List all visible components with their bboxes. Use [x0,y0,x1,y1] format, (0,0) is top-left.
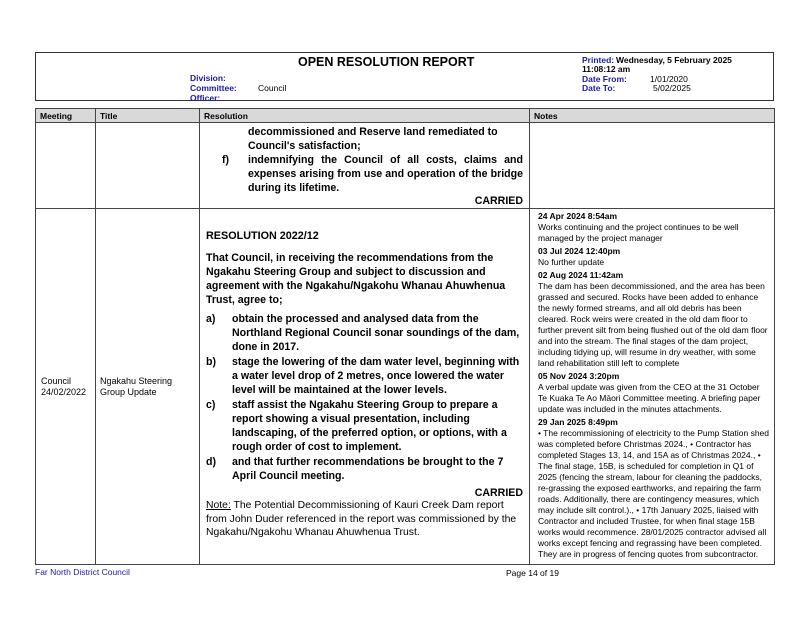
note-date: 02 Aug 2024 11:42am [538,270,624,280]
list-item [206,312,523,354]
table-row [36,209,775,565]
printed-time: 11:08:12 am [582,64,631,74]
notes-cell [530,209,775,565]
committee-value: Council [258,83,287,93]
note-date: 24 Apr 2024 8:54am [538,211,618,221]
item-key: f) [222,154,230,166]
item-key: b) [206,356,216,368]
meeting-cell [36,123,96,209]
note-date: 29 Jan 2025 8:49pm [538,417,618,427]
carried-label: CARRIED [474,487,523,499]
note-text: A verbal update was given from the CEO at the 31 October Te Kuaka Te Ao Māori Committee meeting. A briefing paper update was included in the minutes attachments. [538,382,761,414]
date-to-value: 5/02/2025 [653,83,691,93]
item-key: d) [206,456,216,468]
report-title: OPEN RESOLUTION REPORT [298,55,475,69]
resolution-table [35,108,775,565]
item-text: and that further recommendations be brought to the 7 April Council meeting. [232,456,504,482]
list-item [206,398,523,454]
table-header-row [36,109,775,123]
resolution-continued-line: decommissioned and Reserve land remediated to [248,126,498,138]
resolution-heading: RESOLUTION 2022/12 [206,230,319,242]
resolution-cell [200,209,530,565]
column-header-meeting: Meeting [36,109,96,123]
item-text: indemnifying the Council of all costs, claims and expenses arising from use and operation of the bridge during its lifetime. [248,154,523,194]
resolution-cell [200,123,530,209]
meeting-date: 24/02/2022 [41,386,87,397]
note-text: The dam has been decommissioned, and the area has been grassed and secured. Rocks have been added to enhance the newly formed streams, and all old debris has been cleared. Rock weirs were created in the old dam floor to further prevent silt from being flushed out of the old dam floor and into the stream. The final stages of the dam project, including tidying up, will resume in dry weather, with some land rehabilitation still left to complete [538,281,768,368]
meeting-cell [36,209,96,565]
date-from-value: 1/01/2020 [650,74,688,84]
note-text: Works continuing and the project continues to be well managed by the project manager [538,222,739,243]
note-text: No further update [538,257,605,267]
notes-list [538,211,770,560]
resolution-intro: That Council, in receiving the recommendations from the Ngakahu Steering Group and subject to discussion and agreement with the Ngakahu/Ngakohu Whanau Ahuwhenua Trust, agree to; [206,252,506,306]
notes-cell [530,123,775,209]
column-header-notes: Notes [530,109,775,123]
item-key: a) [206,313,216,325]
division-label: Division: [190,73,226,83]
note-date: 03 Jul 2024 12:40pm [538,246,621,256]
note-label: Note: [206,500,231,511]
printed-value: Wednesday, 5 February 2025 [616,55,732,65]
note-text: The Potential Decommissioning of Kauri Creek Dam report from John Duder referenced in the report was commissioned by the Ngakahu/Ngakohu Whanau Ahuwhenua Trust. [206,500,517,538]
column-header-title: Title [96,109,200,123]
resolution-continued-line: Council's satisfaction; [248,140,361,152]
title-cell [96,123,200,209]
carried-label: CARRIED [474,195,523,207]
note-date: 05 Nov 2024 3:20pm [538,371,620,381]
list-item [206,355,523,397]
meeting-name: Council [41,375,72,386]
printed-label: Printed: [582,55,615,65]
item-text: stage the lowering of the dam water level, beginning with a water level drop of 2 metres, once lowered the water level will be maintained at the lower levels. [232,356,520,396]
officer-label: Officer: [190,93,221,103]
footer-organisation: Far North District Council [35,567,130,577]
list-item [206,455,523,483]
resolution-note [206,499,523,540]
committee-label: Committee: [190,83,237,93]
note-text: • The recommissioning of electricity to the Pump Station shed was completed before Christmas 2024., • Contractor has completed Stages 13, 14, and 15A as of Christmas 2024., • The final stage, 15B, is scheduled for completion in Q1 of 2025 (fencing the stream, labour for cleaning the paddocks, re-grassing the exposed earthworks, and repairing the farm roads. Additionally, there are contingency measures, which may include silt control.)., • 17th January 2025, liaised with Contractor and included Trustee, for when final stage 15B works would recommence. 28/01/2025 contractor advised all works except fencing and regrassing have been completed. They are in progress of fencing quotes from subcontractor. [538,428,770,559]
item-key: c) [206,399,216,411]
table-row [36,123,775,209]
footer-page-number: Page 14 of 19 [506,568,559,578]
title-cell [96,209,200,565]
date-to-label: Date To: [582,83,616,93]
item-text: obtain the processed and analysed data from the Northland Regional Council sonar soundings of the dam, done in 2017. [232,313,520,353]
resolution-items [206,312,523,483]
item-title: Ngakahu Steering Group Update [100,375,173,397]
report-header [35,52,774,101]
column-header-resolution: Resolution [200,109,530,123]
item-text: staff assist the Ngakahu Steering Group to prepare a report showing a visual presentation, including landscaping, of the preferred option, or options, with a rough order of cost to implement. [232,399,507,453]
date-from-label: Date From: [582,74,627,84]
